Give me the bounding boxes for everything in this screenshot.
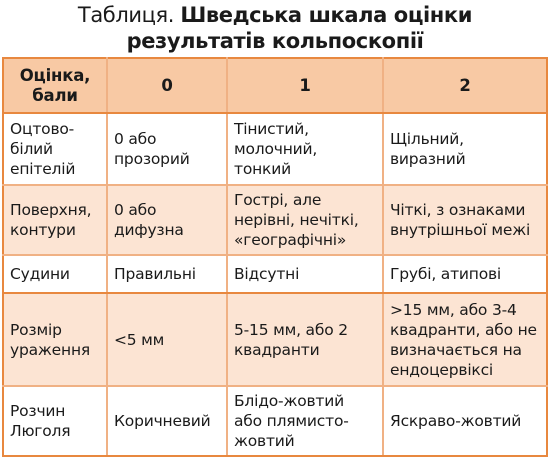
header-score-2: 2 bbox=[383, 58, 547, 113]
cell-score-0: 0 або дифузна bbox=[107, 185, 227, 255]
cell-score-2: Чіткі, з ознаками внутрішньої межі bbox=[383, 185, 547, 255]
cell-score-2: Щільний, виразний bbox=[383, 113, 547, 185]
table-row bbox=[3, 113, 547, 185]
table-caption bbox=[0, 2, 550, 54]
table-header-row bbox=[3, 58, 547, 113]
row-criterion: Розчин Люголя bbox=[3, 386, 107, 456]
cell-score-1: Відсутні bbox=[227, 255, 383, 293]
cell-score-2: >15 мм, або 3-4 квадранти, або не визначається на ендоцервіксі bbox=[383, 293, 547, 386]
caption-line-1 bbox=[0, 2, 550, 28]
cell-score-1: Блідо-жовтий або плямисто-жовтий bbox=[227, 386, 383, 456]
cell-score-2: Грубі, атипові bbox=[383, 255, 547, 293]
header-score-0: 0 bbox=[107, 58, 227, 113]
table-row bbox=[3, 293, 547, 386]
row-criterion: Судини bbox=[3, 255, 107, 293]
colposcopy-scale-table bbox=[2, 57, 548, 457]
row-criterion: Оцтово-білий епітелій bbox=[3, 113, 107, 185]
header-score-1: 1 bbox=[227, 58, 383, 113]
row-criterion: Поверхня, контури bbox=[3, 185, 107, 255]
table-row bbox=[3, 185, 547, 255]
cell-score-2: Яскраво-жовтий bbox=[383, 386, 547, 456]
caption-prefix: Таблиця. bbox=[77, 3, 181, 27]
cell-score-0: Правильні bbox=[107, 255, 227, 293]
table-row bbox=[3, 255, 547, 293]
caption-title-part-1: Шведська шкала оцінки bbox=[180, 3, 473, 27]
cell-score-1: Гострі, але нерівні, нечіткі, «географічні» bbox=[227, 185, 383, 255]
cell-score-1: Тінистий, молочний, тонкий bbox=[227, 113, 383, 185]
cell-score-0: <5 мм bbox=[107, 293, 227, 386]
row-criterion: Розмір ураження bbox=[3, 293, 107, 386]
table-row bbox=[3, 386, 547, 456]
header-score-label: Оцінка, бали bbox=[3, 58, 107, 113]
cell-score-0: Коричневий bbox=[107, 386, 227, 456]
caption-title-part-2: результатів кольпоскопії bbox=[126, 29, 424, 53]
cell-score-0: 0 або прозорий bbox=[107, 113, 227, 185]
cell-score-1: 5-15 мм, або 2 квадранти bbox=[227, 293, 383, 386]
